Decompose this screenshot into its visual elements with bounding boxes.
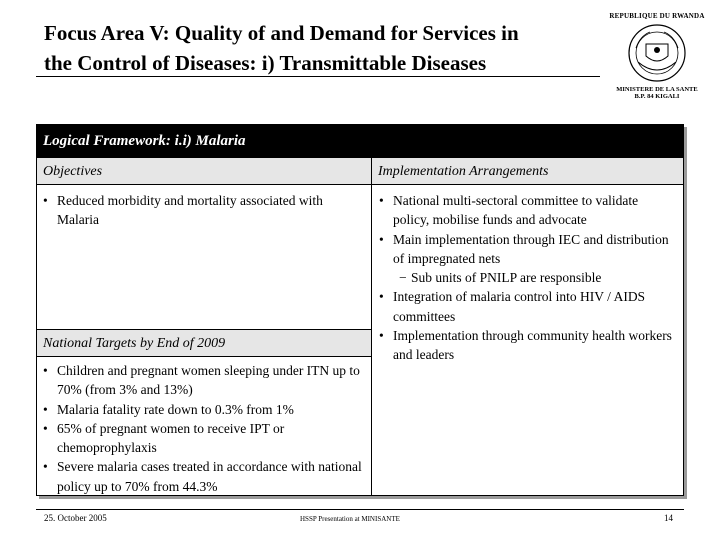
sub-list-item bbox=[377, 268, 677, 287]
bullet: • bbox=[43, 420, 48, 436]
implementation-text: Integration of malaria control into HIV / AIDS committees bbox=[393, 289, 646, 324]
target-text: 65% of pregnant women to receive IPT or chemoprophylaxis bbox=[57, 420, 285, 456]
slide-title bbox=[44, 18, 604, 78]
emblem-top-text: REPUBLIQUE DU RWANDA bbox=[609, 12, 705, 20]
list-item bbox=[377, 287, 677, 326]
bullet: • bbox=[43, 401, 48, 417]
implementation-header: Implementation Arrangements bbox=[372, 157, 683, 185]
emblem-address: B.P. 84 KIGALI bbox=[634, 93, 680, 100]
list-item bbox=[41, 400, 367, 419]
list-item bbox=[377, 191, 677, 230]
targets-header: National Targets by End of 2009 bbox=[37, 329, 371, 357]
list-item bbox=[41, 361, 367, 400]
sub-bullet: − bbox=[399, 270, 407, 286]
targets-list bbox=[41, 361, 367, 496]
title-line-2: the Control of Diseases: i) Transmittable Diseases bbox=[44, 51, 487, 75]
implementation-text: Main implementation through IEC and distribution of impregnated nets bbox=[393, 231, 669, 266]
objective-text: Reduced morbidity and mortality associated with Malaria bbox=[57, 193, 323, 228]
logical-framework-table bbox=[36, 124, 684, 496]
bullet: • bbox=[43, 459, 48, 475]
implementation-text: Implementation through community health workers and leaders bbox=[393, 328, 672, 363]
coat-of-arms-icon bbox=[626, 22, 688, 84]
list-item bbox=[41, 457, 367, 496]
list-item bbox=[377, 326, 677, 365]
list-item bbox=[41, 419, 367, 458]
footer-divider bbox=[36, 509, 684, 510]
implementation-text: National multi-sectoral committee to validate policy, mobilise funds and advocate bbox=[393, 193, 639, 228]
emblem-ministry-name: MINISTERE DE LA SANTE bbox=[616, 86, 698, 93]
bullet: • bbox=[43, 193, 48, 208]
objectives-header: Objectives bbox=[37, 157, 371, 185]
implementation-text: Sub units of PNILP are responsible bbox=[411, 270, 602, 286]
bullet: • bbox=[379, 289, 384, 305]
title-divider bbox=[36, 76, 600, 77]
column-divider bbox=[371, 157, 372, 495]
bullet: • bbox=[379, 231, 384, 247]
objectives-list bbox=[41, 191, 367, 230]
bullet: • bbox=[379, 328, 384, 344]
framework-header: Logical Framework: i.i) Malaria bbox=[37, 125, 683, 157]
bullet: • bbox=[379, 193, 384, 208]
target-text: Children and pregnant women sleeping under ITN up to 70% (from 3% and 13%) bbox=[57, 363, 360, 398]
list-item bbox=[41, 191, 367, 230]
bullet: • bbox=[43, 363, 48, 378]
ministry-emblem bbox=[602, 8, 712, 108]
page-number: 14 bbox=[664, 513, 673, 523]
implementation-list bbox=[377, 191, 677, 365]
target-text: Malaria fatality rate down to 0.3% from 1% bbox=[57, 401, 294, 417]
list-item bbox=[377, 230, 677, 269]
target-text: Severe malaria cases treated in accordance with national policy up to 70% from 44.3% bbox=[57, 459, 362, 494]
footer-center-text: HSSP Presentation at MINISANTE bbox=[300, 515, 400, 523]
footer-date: 25. October 2005 bbox=[44, 513, 107, 523]
title-line-1: Focus Area V: Quality of and Demand for Services in bbox=[44, 21, 519, 45]
